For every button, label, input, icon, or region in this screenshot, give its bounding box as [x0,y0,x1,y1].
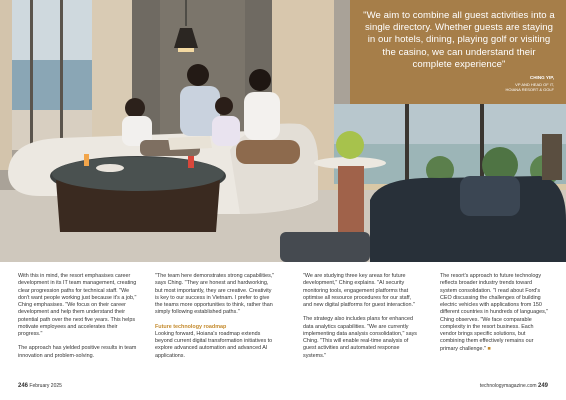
footer-left [18,383,62,389]
quote-author-company: HOIANA RESORT & GOLF [505,87,554,92]
column-1-paragraph-1: With this in mind, the resort emphasises career development in its IT team management, creating clear progression paths for technical staff. "We don't want people working just because it's a job," Ching emphasises. "We focus on their career development and help them understand their potential path over the next five years. This helps motivate employees and accelerates their progress." [18,273,137,337]
pull-quote-box [350,0,566,104]
column-2-paragraph-1: "The team here demonstrates strong capabilities," says Ching. "They are honest and hardworking, but most importantly, they are creative. Creativity is key to our success in Vietnam. I prefer to give the teams more opportunities to think, rather than simply following established paths." [155,273,275,316]
quote-author-title [404,82,554,92]
footer-right [480,383,548,389]
magazine-website: technologymagazine.com [479,383,537,389]
issue-date: February 2025 [29,383,62,389]
section-subheading: Future technology roadmap [155,323,227,330]
column-3-paragraph-1: "We are studying three key areas for future development," Ching explains. "AI security monitoring tools, engagement platforms that optimise all resource procedures for our staff, and new digital platforms for guest interaction." [303,273,415,308]
article-end-mark: ■ [487,345,491,352]
column-4-text: The resort's approach to future technology reflects broader industry trends toward system consolidation. "I read about Ford's CEO discussing the challenges of building electric vehicles with applications from 150 different countries in hundreds of languages," Ching observes. "We face comparable complexity in the resort business. Each vendor brings specific solutions, but combining them effectively remains our primary challenge." [440,273,549,352]
article-column-4 [440,273,550,360]
column-4-paragraph-1 [440,273,550,353]
quote-author-role: VP AND HEAD OF IT, [515,82,554,87]
article-column-3 [303,273,421,367]
article-column-1 [18,273,138,367]
column-3-paragraph-2: The strategy also includes plans for enhanced data analytics capabilities. "We are currently implementing data analysis consolidation," says Ching. "This will enable real-time analysis of guest activities and automated response systems." [303,316,417,359]
right-page-number: 249 [537,383,548,389]
column-1-paragraph-2: The approach has yielded positive results in team innovation and problem-solving. [18,345,137,359]
pull-quote-text: "We aim to combine all guest activities into a single directory. Whether guests are staying in our hotels, dining, playing golf or visiting the casino, we can understand their complete experience" [363,10,555,70]
article-column-2 [155,273,275,367]
quote-author-name: CHING YIP, [529,75,554,80]
left-page-number: 246 [18,383,29,389]
column-2-paragraph-2: Looking forward, Hoiana's roadmap extends beyond current digital transformation initiatives to explore advanced automation and advanced AI applications. [155,330,273,359]
